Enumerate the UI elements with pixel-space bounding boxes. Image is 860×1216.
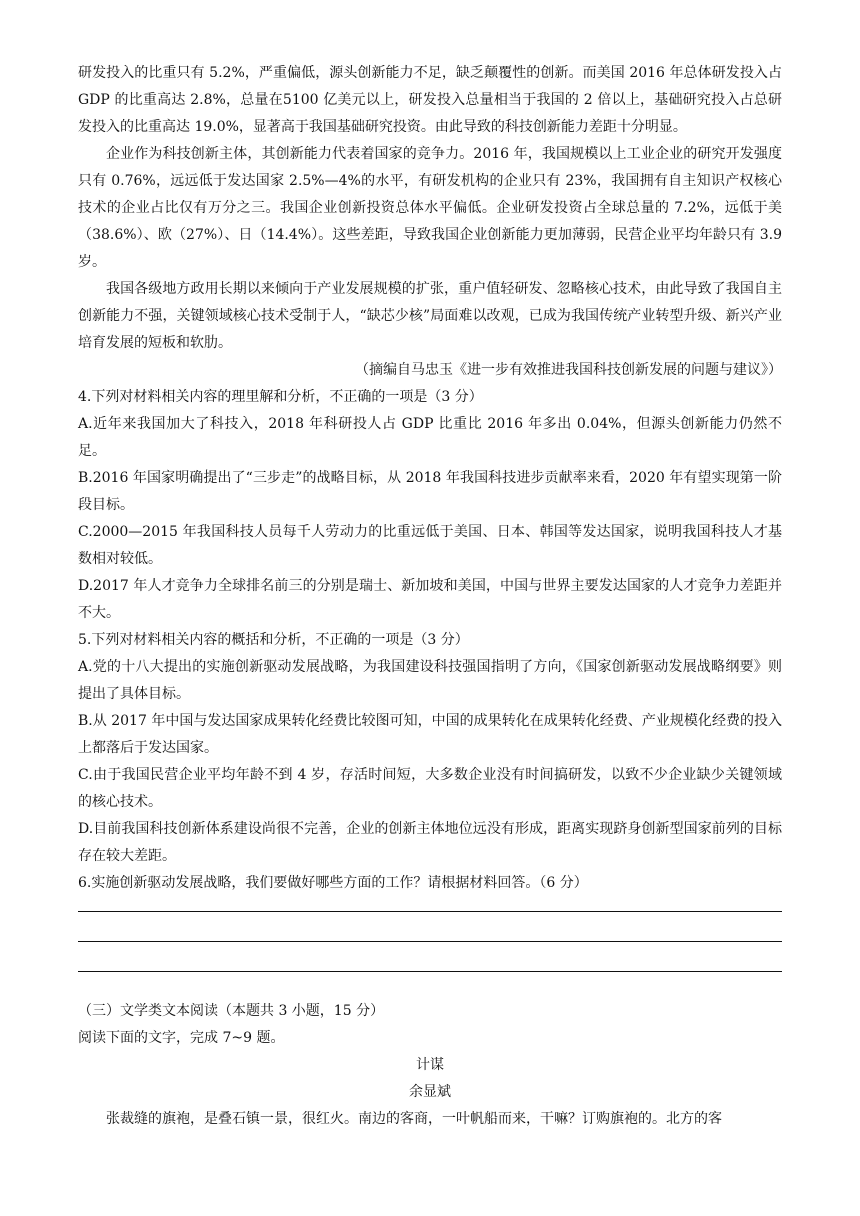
- passage-paragraph: 我国各级地方政用长期以来倾向于产业发展规模的扩张，重户值轻研发、忽略核心技术，由此导致了我国自主创新能力不强，关键领域核心技术受制于人，“缺芯少核”局面难以改观，已成为我国传统产业转型升级、新兴产业培育发展的短板和软肋。: [78, 281, 782, 351]
- question-5-option-d: D.目前我国科技创新体系建设尚很不完善，企业的创新主体地位远没有形成，距离实现跻身创新型国家前列的目标存在较大差距。: [78, 821, 782, 864]
- question-4-option-a: A.近年来我国加大了科技入，2018 年科研投人占 GDP 比重比 2016 年多出 0.04%，但源头创新能力仍然不足。: [78, 416, 782, 459]
- story-author: 余显斌: [409, 1084, 451, 1100]
- question-5-option-c: C.由于我国民营企业平均年龄不到 4 岁，存活时间短，大多数企业没有时间搞研发，以致不少企业缺少关键领域的核心技术。: [78, 767, 782, 810]
- question-4-option-d: D.2017 年人才竞争力全球排名前三的分别是瑞士、新加坡和美国，中国与世界主要发达国家的人才竞争力差距并不大。: [78, 578, 782, 621]
- passage-paragraph: 研发投入的比重只有 5.2%，严重偏低，源头创新能力不足，缺乏颠覆性的创新。而美国 2016 年总体研发投入占 GDP 的比重高达 2.8%，总量在5100 亿美元以上，研发投入总量相当于我国的 2 倍以上，基础研究投入占总研发投入的比重高达 19.0%，显著高于我国基础研究投资。由此导致的科技创新能力差距十分明显。: [78, 65, 782, 135]
- question-4-option-b: B.2016 年国家明确提出了“三步走”的战略目标，从 2018 年我国科技进步贡献率来看，2020 年有望实现第一阶段目标。: [78, 470, 782, 513]
- source-note: （摘编自马忠玉《进一步有效推进我国科技创新发展的问题与建议》）: [355, 362, 782, 378]
- question-4-option-c: C.2000—2015 年我国科技人员每千人劳动力的比重远低于美国、日本、韩国等发达国家，说明我国科技人才基数相对较低。: [78, 524, 782, 567]
- section-3-instruction: 阅读下面的文字，完成 7~9 题。: [78, 1030, 285, 1046]
- question-6-stem: 6.实施创新驱动发展战略，我们要做好哪些方面的工作？请根据材料回答。（6 分）: [78, 875, 588, 891]
- passage-paragraph: 企业作为科技创新主体，其创新能力代表着国家的竞争力。2016 年，我国规模以上工业企业的研究开发强度只有 0.76%，远远低于发达国家 2.5%—4%的水平，有研发机构的企业只有 23%，我国拥有自主知识产权核心技术的企业占比仅有万分之三。我国企业创新投资总体水平偏低。企业研发投资占全球总量的 7.2%，远低于美（38.6%）、欧（27%）、日（14.4%）。这些差距，导致我国企业创新能力更加薄弱，民营企业平均年龄只有 3.9 岁。: [78, 146, 782, 270]
- page-content: [78, 60, 782, 1133]
- story-paragraph: 张裁缝的旗袍，是叠石镇一景，很红火。南边的客商，一叶帆船而来，干嘛？订购旗袍的。北方的客: [106, 1111, 722, 1127]
- question-5-option-a: A.党的十八大提出的实施创新驱动发展战略，为我国建设科技强国指明了方向，《国家创新驱动发展战略纲要》则提出了具体目标。: [78, 659, 782, 702]
- question-5-stem: 5.下列对材料相关内容的概括和分析，不正确的一项是（3 分）: [78, 632, 469, 648]
- question-4-stem: 4.下列对材料相关内容的理里解和分析，不正确的一项是（3 分）: [78, 389, 483, 405]
- question-5-option-b: B.从 2017 年中国与发达国家成果转化经费比较图可知，中国的成果转化在成果转化经费、产业规模化经费的投入上都落后于发达国家。: [78, 713, 782, 756]
- story-title: 计谋: [416, 1057, 444, 1073]
- section-3-heading: （三）文学类文本阅读（本题共 3 小题，15 分）: [78, 1003, 385, 1019]
